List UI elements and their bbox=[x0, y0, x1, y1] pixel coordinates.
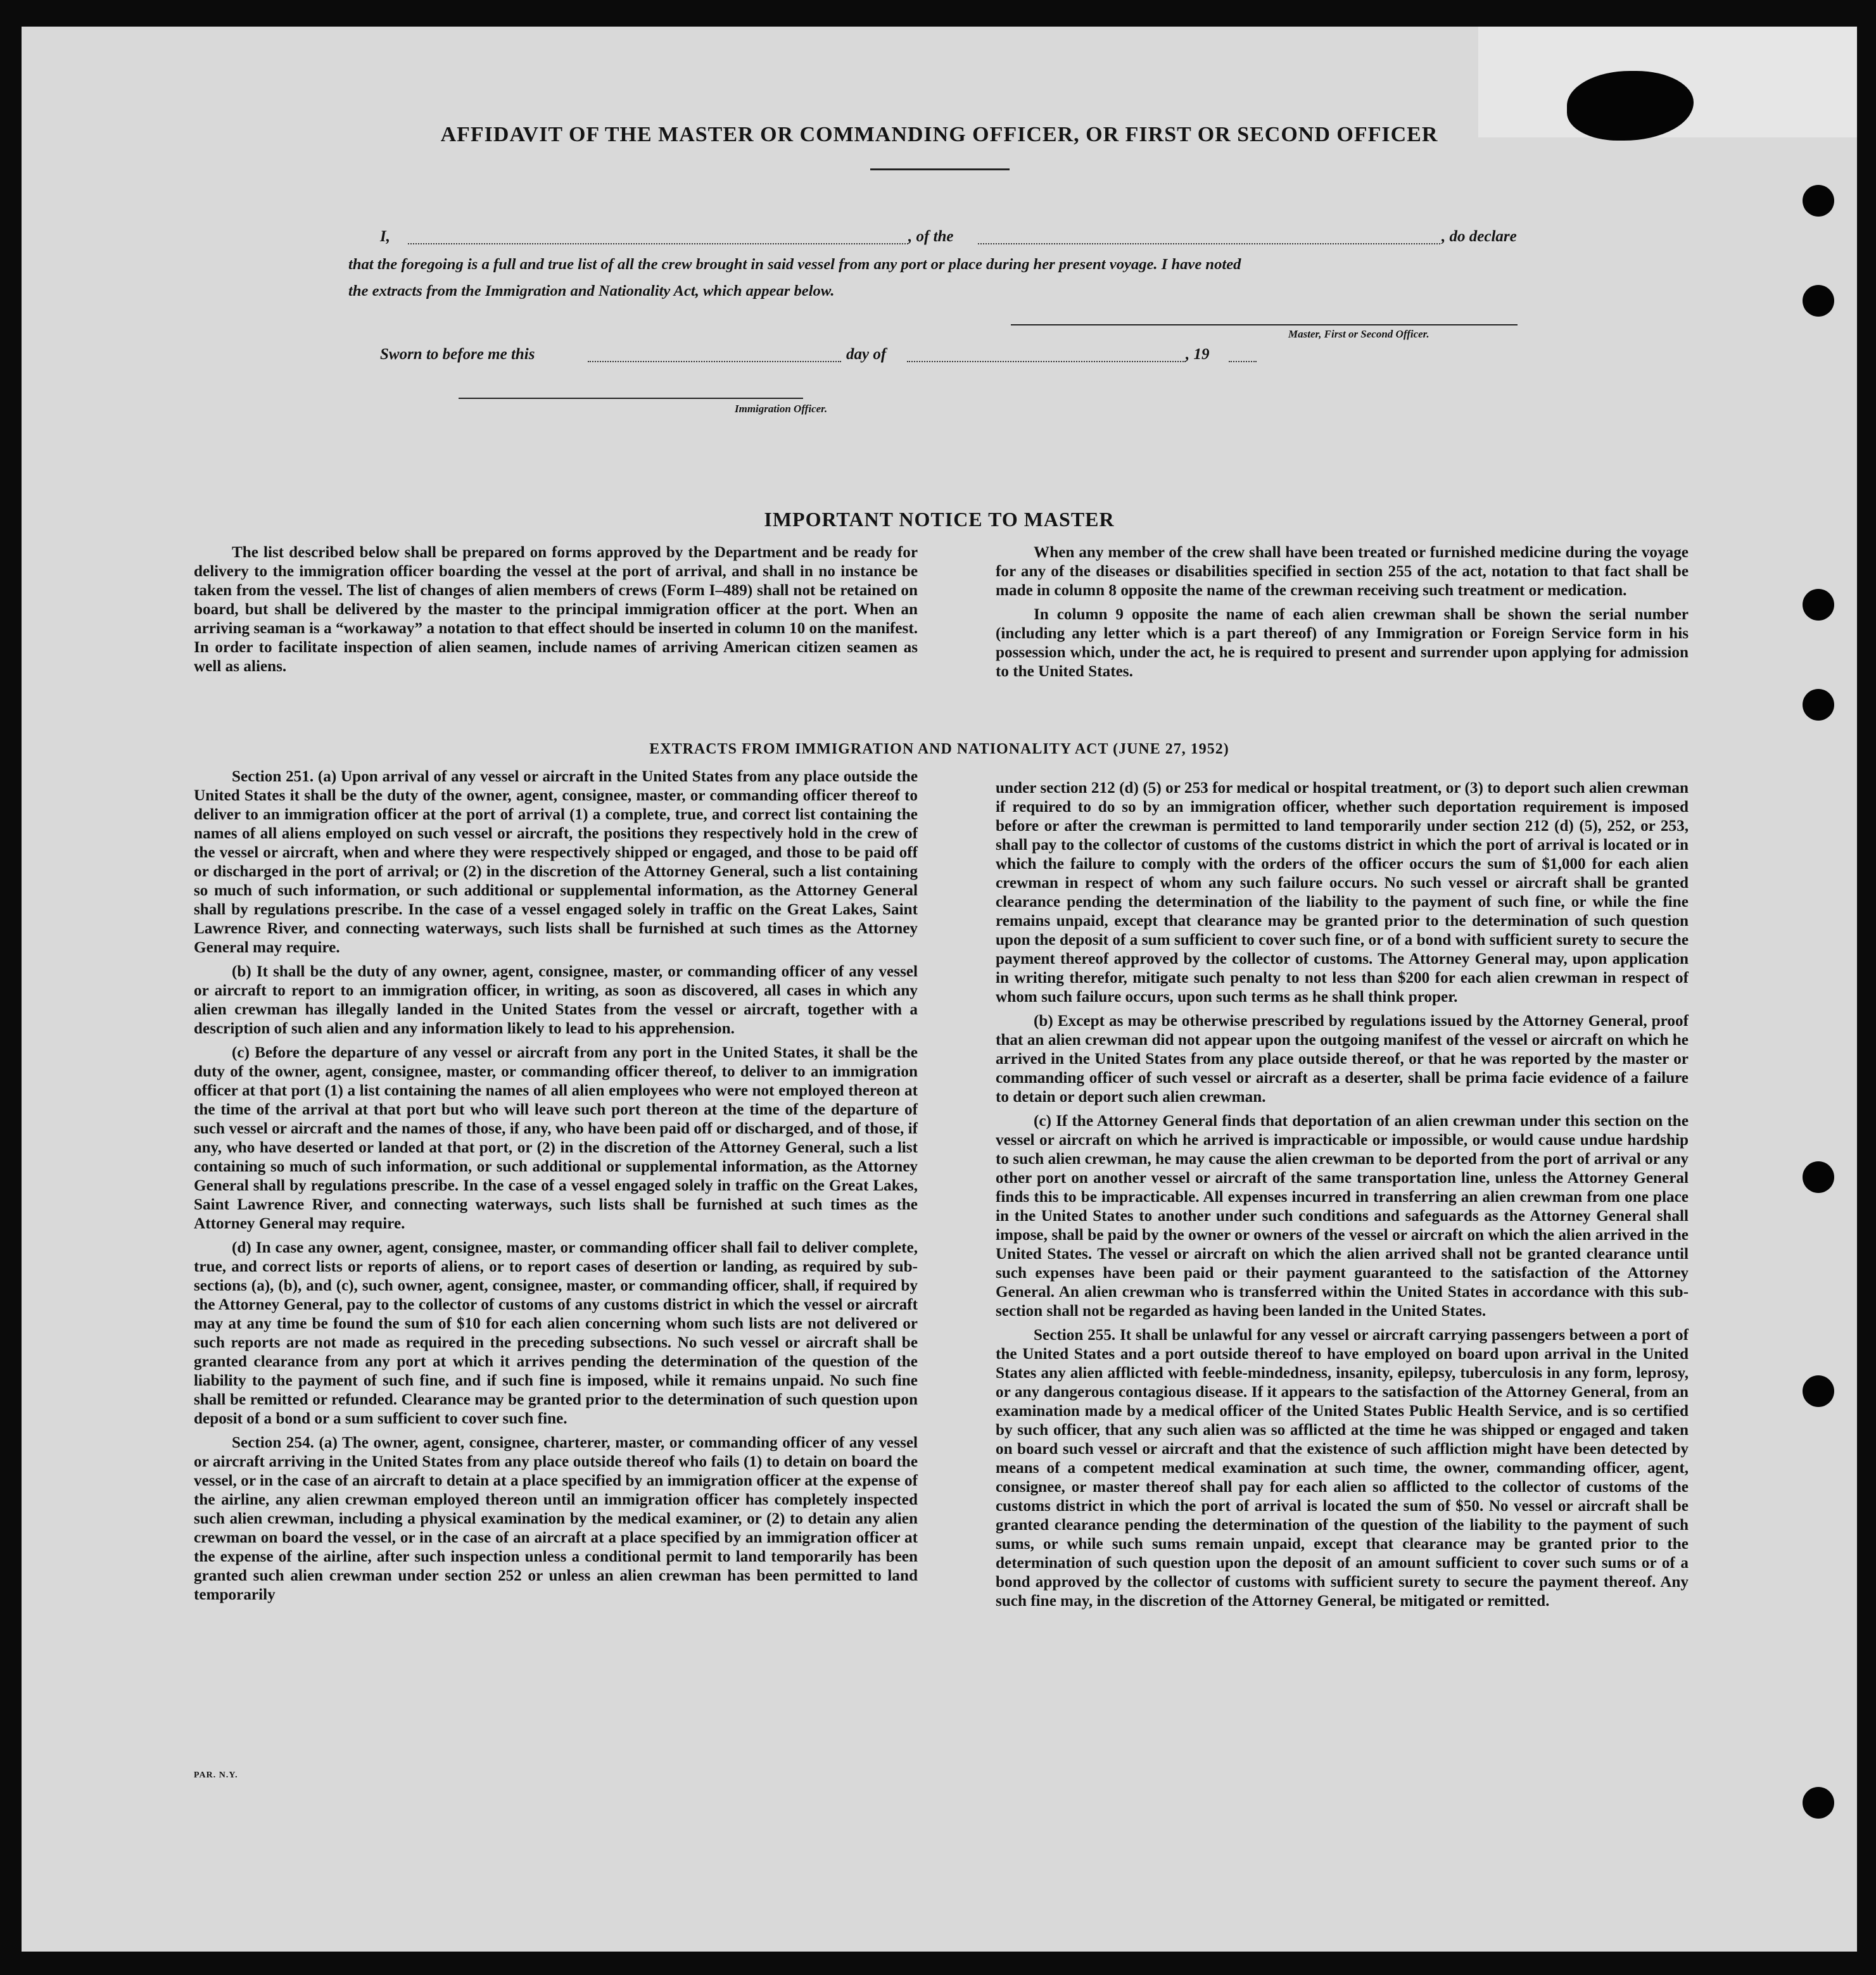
extracts-left-column bbox=[194, 767, 918, 1610]
notice-paragraph: In column 9 opposite the name of each alien crewman shall be shown the serial number (including any letter which is a part thereof) of any Immigration or Foreign Service form in his possession which, under the act, he is required to present and surrender upon applying for admission to the United States. bbox=[996, 606, 1689, 680]
sworn-day-label: day of bbox=[846, 346, 887, 363]
extracts-title: EXTRACTS FROM IMMIGRATION AND NATIONALITY ACT (JUNE 27, 1952) bbox=[649, 741, 1229, 757]
affidavit-title: AFFIDAVIT OF THE MASTER OR COMMANDING OFFICER, OR FIRST OR SECOND OFFICER bbox=[440, 123, 1438, 146]
binder-hole bbox=[1803, 1375, 1834, 1407]
extract-paragraph: Section 251. (a) Upon arrival of any vessel or aircraft in the United States from any place outside the United States it shall be the duty of the owner, agent, consignee, master, or commanding officer thereof to deliver to an immigration officer at the port of arrival (1) a complete, true, and correct list containing the names of all aliens employed on such vessel or aircraft, the positions they respectively hold in the crew of the vessel or aircraft, when and where they were respectively shipped or engaged, and those to be paid off or discharged in the port of arrival; or (2) in the discretion of the Attorney General, such a list containing so much of such information, or such additional or supplemental information, as the Attorney General shall by regulations prescribe. In the case of a vessel engaged solely in traffic on the Great Lakes, Saint Lawrence River, and connecting waterways, such lists shall be furnished at such times as the Attorney General may require. bbox=[194, 768, 918, 956]
extract-paragraph: (b) It shall be the duty of any owner, agent, consignee, master, or commanding officer of any vessel or aircraft to report to an immigration officer, in writing, as soon as discovered, all cases in which any alien crewman has illegally landed in the United States from the vessel or aircraft, together with a description of such alien and any information likely to lead to his apprehension. bbox=[194, 963, 918, 1037]
title-divider bbox=[870, 168, 1010, 170]
extract-paragraph: under section 212 (d) (5) or 253 for medical or hospital treatment, or (3) to deport such alien crewman if required to do so by an immigration officer, whether such deportation requirement is imposed before or after the crewman is permitted to land temporarily under section 212 (d) (5), 252, or 253, shall pay to the collector of customs of the customs district in which the port of arrival is located or in which the failure to comply with the orders of the officer occurs the sum of $1,000 for each alien crewman in respect of whom any such failure occurs. No such vessel or aircraft shall be granted clearance pending the determination of the liability to the payment of such fine, or while the fine remains unpaid, except that clearance may be granted prior to the determination of such question upon the deposit of a sum sufficient to cover such fine, or of a bond with sufficient surety to secure the payment thereof approved by the collector of customs. The Attorney General may, upon application in writing therefor, mitigate such penalty to not less than $200 for each alien crewman in respect of whom such failure occurs, upon such terms as he shall think proper. bbox=[996, 779, 1689, 1006]
notice-paragraph: When any member of the crew shall have been treated or furnished medicine during the voyage for any of the diseases or disabilities specified in section 255 of the act, notation to that fact shall be made in column 8 opposite the name of the crewman receiving such treatment or medication. bbox=[996, 544, 1689, 599]
sworn-month-field[interactable] bbox=[907, 361, 1186, 362]
extract-paragraph: (c) Before the departure of any vessel or aircraft from any port in the United States, it shall be the duty of the owner, agent, consignee, master, or commanding officer thereof, to deliver to an immigration officer at that port (1) a list containing the names of all alien employees who were not employed thereon at the time of the arrival at that port but who will leave such port thereon at the time of the departure of such vessel or aircraft and the names of those, if any, who have been paid off or discharged, and of those, if any, who have deserted or landed at that port, or (2) in the discretion of the Attorney General, such a list containing so much of such information, or such additional or supplemental information, as the Attorney General shall by regulations prescribe. In the case of a vessel engaged solely in traffic on the Great Lakes, Saint Lawrence River, and connecting waterways, such lists shall be furnished at such times as the Attorney General may require. bbox=[194, 1044, 918, 1232]
sworn-year-field[interactable] bbox=[1229, 361, 1257, 362]
extracts-right-column bbox=[996, 779, 1689, 1616]
immigration-officer-signature-field[interactable] bbox=[459, 398, 803, 399]
declare-suffix: , do declare bbox=[1442, 228, 1517, 245]
vessel-name-field[interactable] bbox=[978, 243, 1440, 244]
binder-hole bbox=[1803, 589, 1834, 621]
sworn-day-field[interactable] bbox=[588, 361, 841, 362]
master-signature-label: Master, First or Second Officer. bbox=[1288, 328, 1429, 340]
vessel-prefix: , of the bbox=[908, 228, 954, 245]
document-page bbox=[22, 27, 1857, 1952]
notice-paragraph: The list described below shall be prepared on forms approved by the Department and be ready for delivery to the immigration officer boarding the vessel at the port of arrival, and shall in no instance be taken from the vessel. The list of changes of alien members of crews (Form I–489) shall not be retained on board, but shall be delivered by the master to the principal immigration officer at the port. When an arriving seaman is a “workaway” a notation to that effect should be inserted in column 10 on the manifest. In order to facilitate inspection of alien seamen, include names of arriving American citizen seamen as well as aliens. bbox=[194, 544, 918, 675]
notice-right-column bbox=[996, 543, 1689, 686]
immigration-officer-label: Immigration Officer. bbox=[735, 403, 828, 415]
declarant-prefix: I, bbox=[380, 228, 390, 245]
notice-left-column bbox=[194, 543, 918, 681]
declarant-name-field[interactable] bbox=[408, 243, 908, 244]
notice-title: IMPORTANT NOTICE TO MASTER bbox=[764, 508, 1115, 531]
printer-tag: PAR. N.Y. bbox=[194, 1770, 238, 1780]
binder-hole bbox=[1803, 185, 1834, 217]
binder-hole bbox=[1803, 1161, 1834, 1193]
affidavit-statement-line: that the foregoing is a full and true list of all the crew brought in said vessel from any port or place during her present voyage. I have noted bbox=[348, 256, 1241, 273]
binder-hole bbox=[1803, 689, 1834, 721]
binder-hole bbox=[1803, 285, 1834, 317]
sworn-year-label: , 19 bbox=[1186, 346, 1210, 363]
extract-paragraph: (c) If the Attorney General finds that deportation of an alien crewman under this section on the vessel or aircraft on which he arrived is impracticable or impossible, or would cause undue hardship to such alien crewman, he may cause the alien crewman to be deported from the port of arrival or any other port on another vessel or aircraft of the same transportation line, unless the Attorney General finds this to be impracticable. All expenses incurred in transferring an alien crewman from one place in the United States to another under such conditions and safeguards as the Attorney General shall impose, shall be paid by the owner or owners of the vessel or aircraft on which the alien arrived in the United States. The vessel or aircraft on which the alien arrived shall not be granted clearance until such expenses have been paid or their payment guaranteed to the satisfaction of the Attorney General. An alien crewman who is transferred within the United States in accordance with this sub-section shall not be regarded as having been landed in the United States. bbox=[996, 1113, 1689, 1320]
extract-paragraph: Section 254. (a) The owner, agent, consignee, charterer, master, or commanding officer of any vessel or aircraft arriving in the United States from any place outside thereof who fails (1) to detain on board the vessel, or in the case of an aircraft to detain at a place specified by an immigration officer at the expense of the airline, any alien crewman employed thereon until an immigration officer has completely inspected such alien crewman, including a physical examination by the medical examiner, or (2) to detain any alien crewman on board the vessel, or in the case of an aircraft at a place specified by an immigration officer at the expense of the airline, after such inspection unless a conditional permit to land temporarily has been granted such alien crewman under section 252 or unless an alien crewman has been permitted to land temporarily bbox=[194, 1434, 918, 1603]
affidavit-statement-line: the extracts from the Immigration and Nationality Act, which appear below. bbox=[348, 282, 835, 300]
extract-paragraph: Section 255. It shall be unlawful for any vessel or aircraft carrying passengers between a port of the United States and a port outside thereof to have employed on board upon arrival in the United States any alien afflicted with feeble-mindedness, insanity, epilepsy, tuberculosis in any form, leprosy, or any dangerous contagious disease. If it appears to the satisfaction of the Attorney General, from an examination made by a medical officer of the United States Public Health Service, and is so certified by such officer, that any such alien was so afflicted at the time he was shipped or engaged and taken on board such vessel or aircraft and that the existence of such affliction might have been detected by means of a competent medical examination at such time, the owner, commanding officer, agent, consignee, or master thereof shall pay for each alien so afflicted to the collector of customs of the customs district in which the port of arrival is located the sum of $50. No vessel or aircraft shall be granted clearance pending the determination of the question of the liability to the payment of such sums, or while such sums remain unpaid, except that clearance may be granted prior to the determination of such question upon the deposit of an amount sufficient to cover such sums or of a bond approved by the collector of customs with sufficient surety to secure the payment thereof. Any such fine may, in the discretion of the Attorney General, be mitigated or remitted. bbox=[996, 1327, 1689, 1610]
extract-paragraph: (d) In case any owner, agent, consignee, master, or commanding officer shall fail to deliver complete, true, and correct lists or reports of aliens, or to report cases of desertion or landing, as required by sub-sections (a), (b), and (c), such owner, agent, consignee, master, or commanding officer, shall, if required by the Attorney General, pay to the collector of customs of any customs district in which the vessel or aircraft may at any time be found the sum of $10 for each alien concerning whom such lists are not delivered or such reports are not made as required in the preceding subsections. No such vessel or aircraft shall be granted clearance from any port at which it arrives pending the determination of the question of the liability to the payment of such fine, and if such fine is imposed, while it remains unpaid. No such fine shall be remitted or refunded. Clearance may be granted prior to the determination of such question upon deposit of a bond or a sum sufficient to cover such fine. bbox=[194, 1239, 918, 1427]
master-signature-field[interactable] bbox=[1011, 324, 1518, 325]
extract-paragraph: (b) Except as may be otherwise prescribed by regulations issued by the Attorney General, proof that an alien crewman did not appear upon the outgoing manifest of the vessel or aircraft on which he arrived in the United States from any place outside thereof, or that he was reported by the master or commanding officer of such vessel or aircraft as a deserter, shall be prima facie evidence of a failure to detain or deport such alien crewman. bbox=[996, 1013, 1689, 1106]
sworn-prefix: Sworn to before me this bbox=[380, 346, 535, 363]
binder-hole bbox=[1803, 1787, 1834, 1819]
